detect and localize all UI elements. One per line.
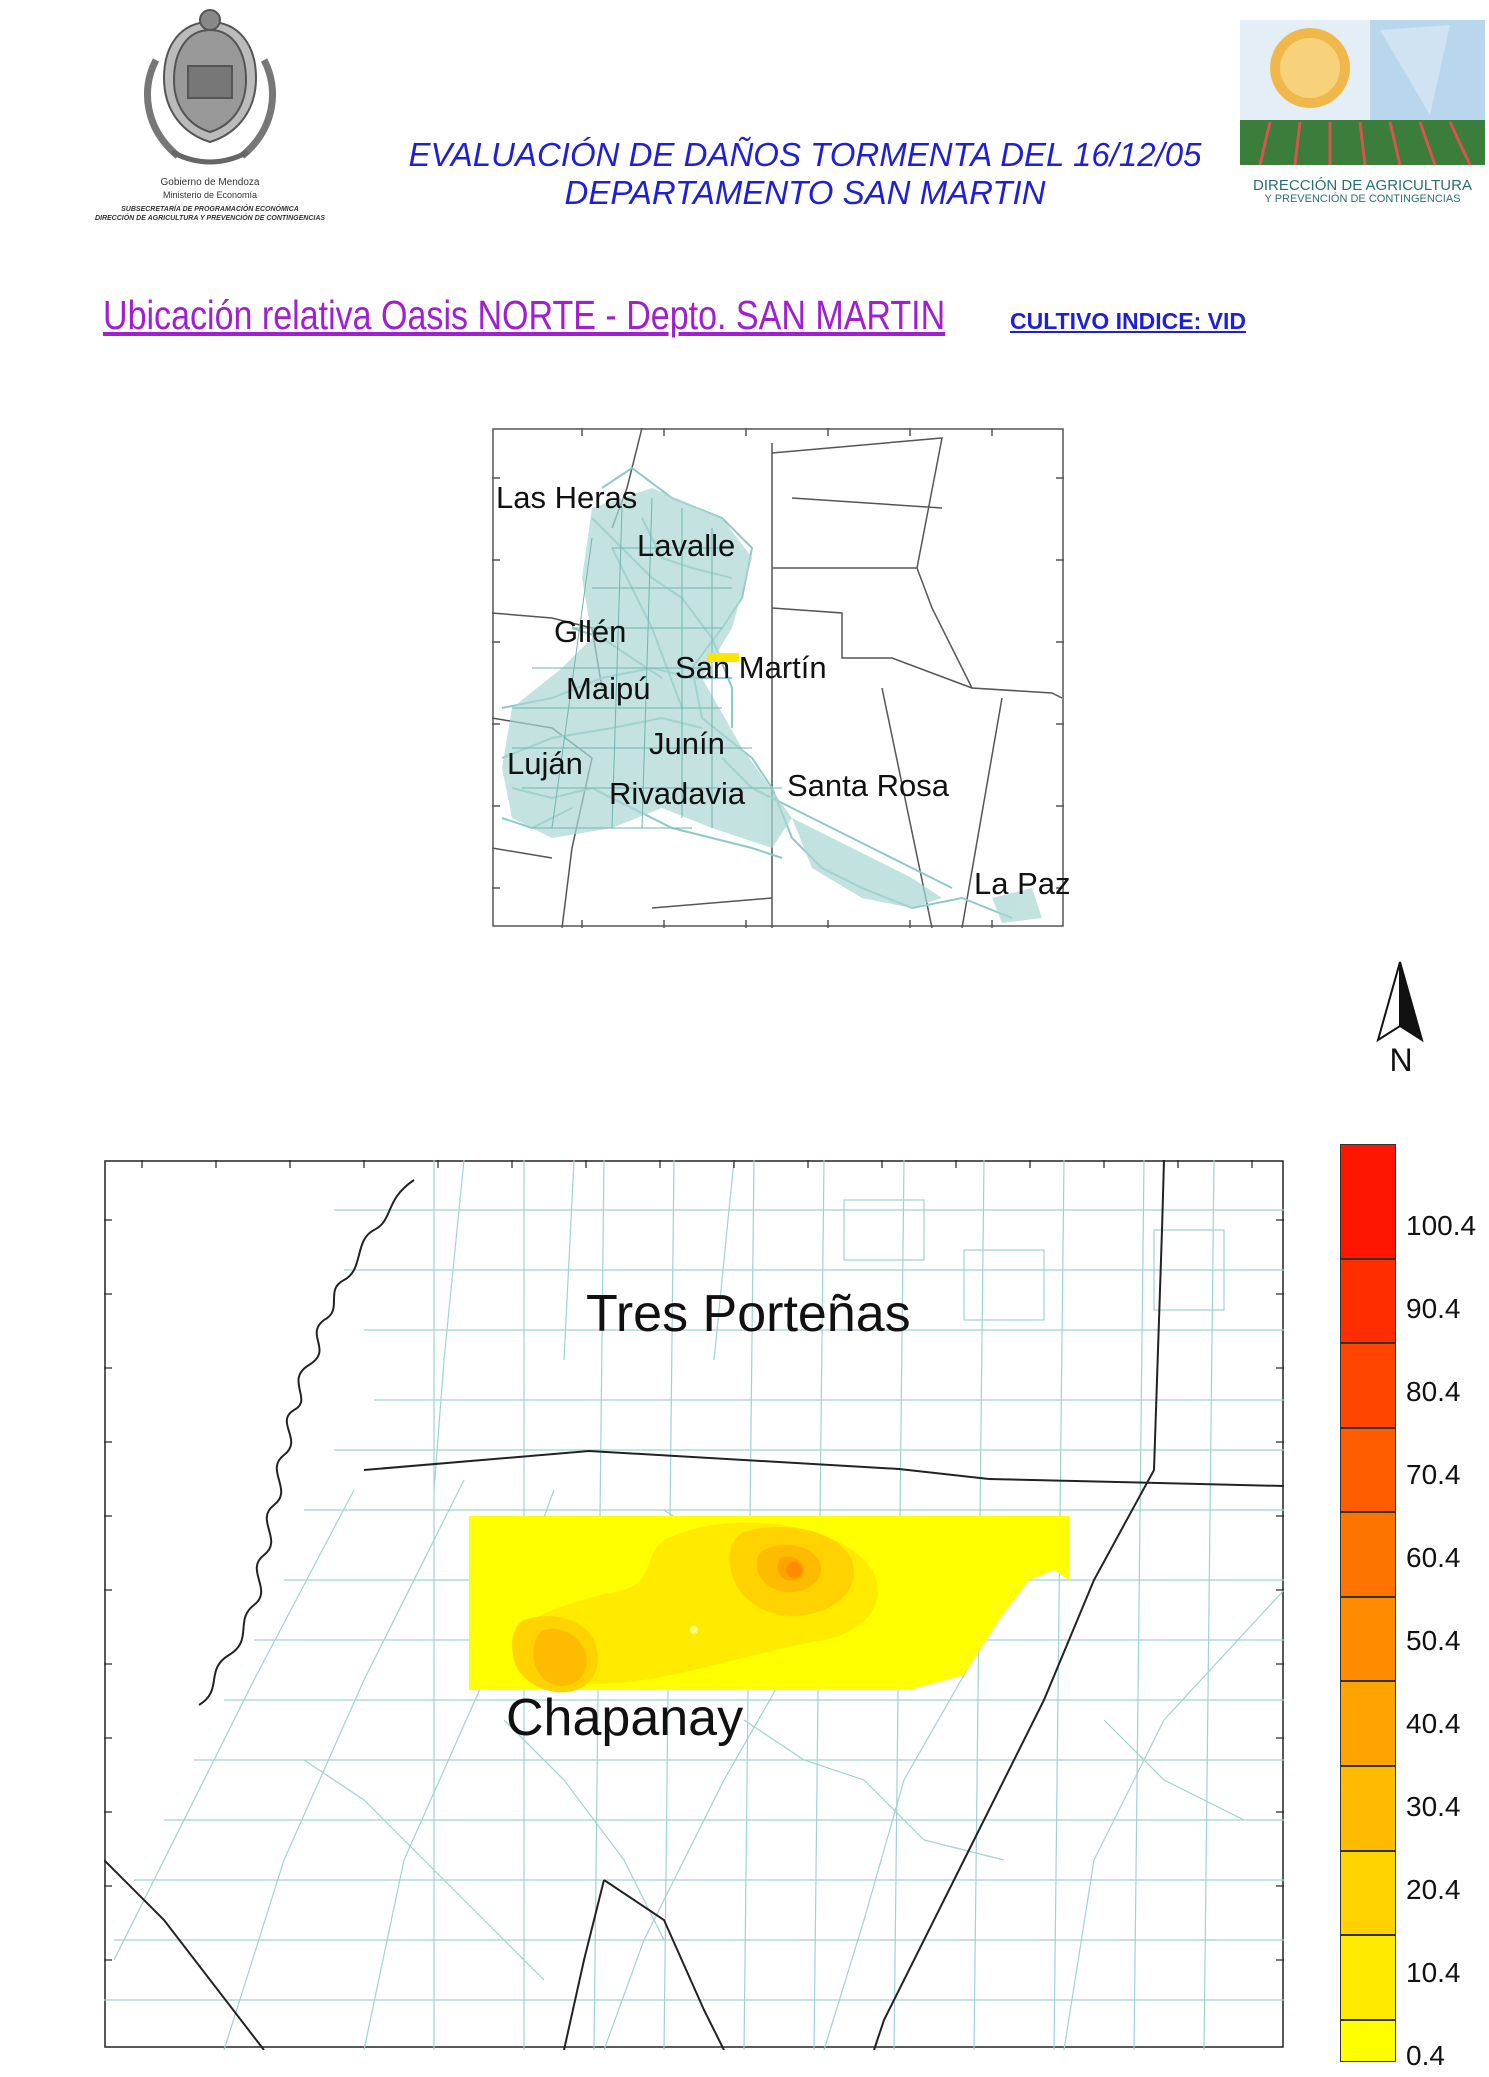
dept-label-santa-rosa: Santa Rosa (787, 768, 949, 803)
sun-field-icon (1240, 20, 1485, 175)
dept-label-san-martin: San Martín (675, 650, 827, 685)
legend-label-20-4: 20.4 (1406, 1874, 1461, 1905)
legend-swatch (1340, 1681, 1396, 1766)
legend-swatch (1340, 1144, 1396, 1259)
dept-label-las-heras: Las Heras (496, 480, 638, 515)
legend-label-90-4: 90.4 (1406, 1293, 1461, 1324)
legend-label-50-4: 50.4 (1406, 1625, 1461, 1656)
agriculture-logo-caption-2: Y PREVENCIÓN DE CONTINGENCIAS (1264, 193, 1461, 205)
north-arrow-icon (1370, 960, 1430, 1050)
title-line-1: EVALUACIÓN DE DAÑOS TORMENTA DEL 16/12/05 (408, 136, 1202, 173)
legend-swatch (1340, 1597, 1396, 1682)
title-line-2: DEPARTAMENTO SAN MARTIN (564, 174, 1046, 211)
legend-label-0-4: 0.4 (1406, 2040, 1445, 2071)
detail-map (104, 1160, 1284, 2050)
legend-swatch (1340, 2020, 1396, 2062)
overview-map (492, 428, 1071, 928)
legend-swatch (1340, 1851, 1396, 1936)
dept-label-la-paz: La Paz (974, 866, 1071, 901)
legend-swatch (1340, 1259, 1396, 1344)
legend-swatch (1340, 1512, 1396, 1597)
crop-index-label[interactable]: CULTIVO INDICE: VID (1010, 308, 1246, 334)
legend-label-100-4: 100.4 (1406, 1210, 1477, 1241)
north-arrow (1370, 960, 1430, 1090)
dept-label-junin: Junín (649, 726, 725, 761)
dept-label-lujan: Luján (507, 746, 583, 781)
legend-label-30-4: 30.4 (1406, 1791, 1461, 1822)
legend-swatch (1340, 1935, 1396, 2020)
legend-label-80-4: 80.4 (1406, 1376, 1461, 1407)
locality-label-tres-portenas: Tres Porteñas (586, 1285, 911, 1343)
location-subtitle: Ubicación relativa Oasis NORTE - Depto. SAN MARTIN (103, 292, 946, 338)
logo-caption-2: Ministerio de Economía (162, 190, 258, 200)
legend-label-70-4: 70.4 (1406, 1459, 1461, 1490)
logo-caption-3: SUBSECRETARÍA DE PROGRAMACIÓN ECONÓMICA (121, 206, 299, 213)
north-label: N (1389, 1042, 1413, 1078)
dept-label-rivadavia: Rivadavia (609, 776, 746, 811)
logo-caption-1: Gobierno de Mendoza (160, 177, 260, 188)
dept-label-maipu: Maipú (566, 671, 651, 706)
legend-swatch (1340, 1428, 1396, 1513)
page-title (300, 136, 1310, 212)
damage-legend (1340, 1144, 1485, 2071)
legend-label-40-4: 40.4 (1406, 1708, 1461, 1739)
dept-label-guaymallen: Gllén (554, 614, 627, 649)
legend-label-10-4: 10.4 (1406, 1957, 1461, 1988)
legend-swatch (1340, 1343, 1396, 1428)
locality-label-chapanay: Chapanay (506, 1689, 744, 1747)
legend-swatch (1340, 1766, 1396, 1851)
legend-label-60-4: 60.4 (1406, 1542, 1461, 1573)
logo-caption-4: DIRECCIÓN DE AGRICULTURA Y PREVENCIÓN DE CONTINGENCIAS (94, 215, 326, 222)
agriculture-logo-caption-1: DIRECCIÓN DE AGRICULTURA (1253, 177, 1472, 194)
dept-label-lavalle: Lavalle (637, 528, 736, 563)
legend-color-bar (1340, 1144, 1398, 2062)
